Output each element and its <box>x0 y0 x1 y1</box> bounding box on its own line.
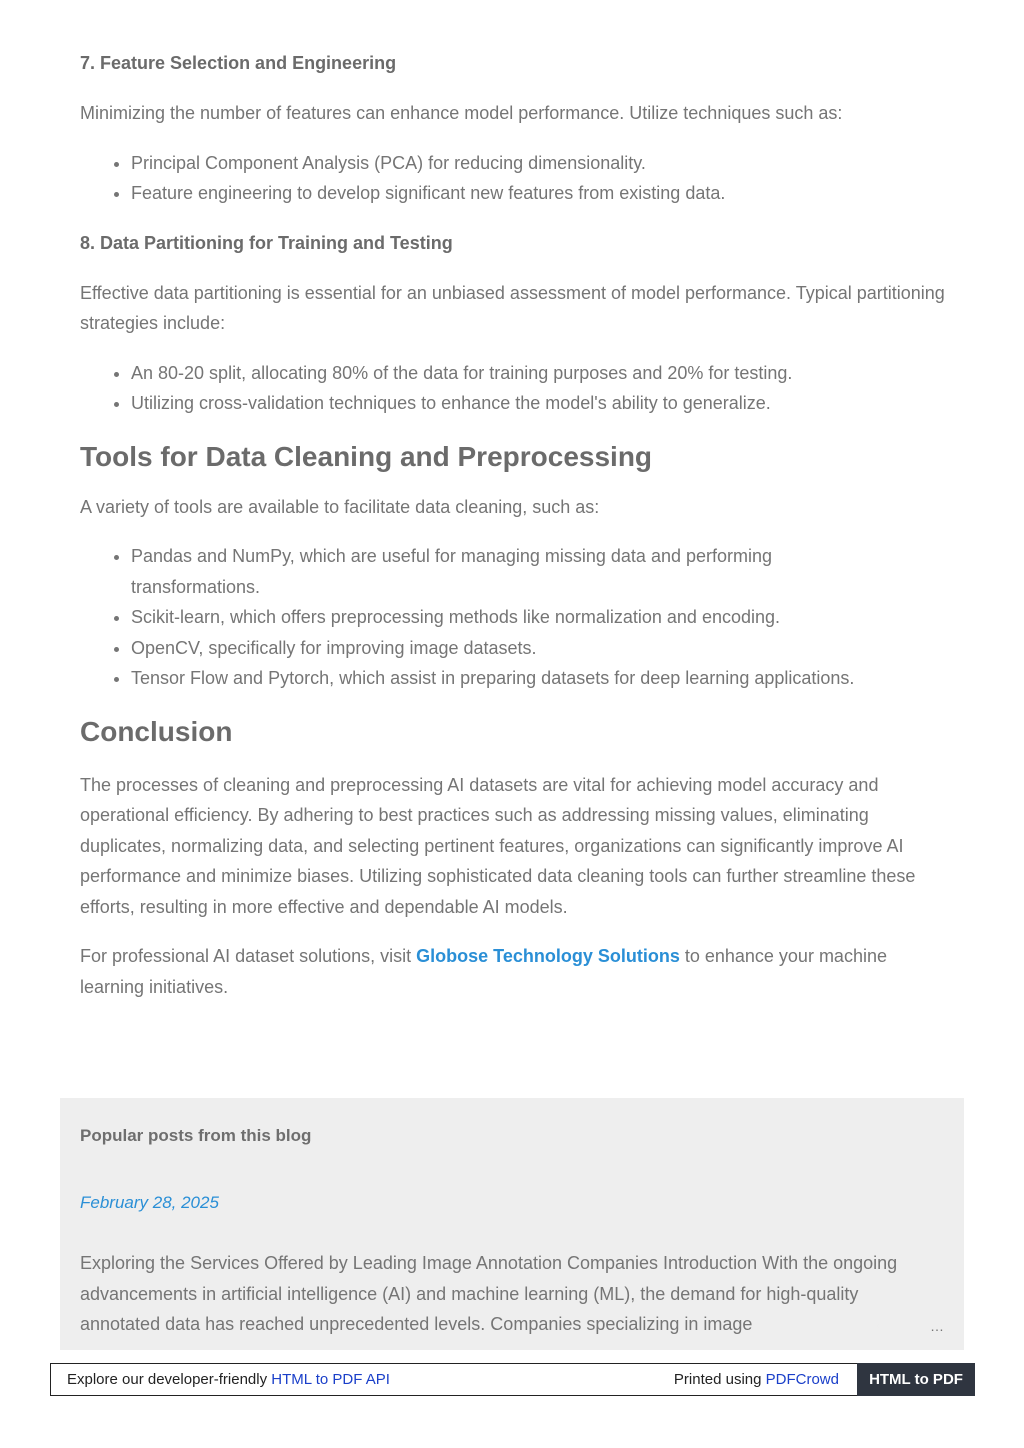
footer-right-text: Printed using <box>673 1371 766 1388</box>
list-item: • Tensor Flow and Pytorch, which assist in preparing datasets for deep learning applications. <box>131 663 960 694</box>
cta-text-before: For professional AI dataset solutions, visit <box>80 946 417 966</box>
footer-left-text: Explore our developer-friendly <box>67 1371 272 1388</box>
tools-list <box>80 541 950 694</box>
list-item: • Feature engineering to develop significant new features from existing data. <box>131 178 950 209</box>
list-item: • Utilizing cross-validation techniques to enhance the model's ability to generalize. <box>131 388 950 419</box>
section-7-list <box>80 148 950 209</box>
cta-text-after: to enhance your machine learning initiatives. <box>80 946 887 997</box>
footer-left <box>67 1371 390 1388</box>
cta-paragraph <box>80 941 950 1002</box>
list-item: • An 80-20 split, allocating 80% of the data for training purposes and 20% for testing. <box>131 358 950 389</box>
html-to-pdf-api-link[interactable]: HTML to PDF API <box>271 1371 390 1388</box>
list-item: • Principal Component Analysis (PCA) for reducing dimensionality. <box>131 148 950 179</box>
conclusion-heading: Conclusion <box>80 715 233 747</box>
conclusion-paragraph: The processes of cleaning and preprocessing AI datasets are vital for achieving model accuracy and operational efficiency. By adhering to best practices such as addressing missing values, eliminating duplicates, normalizing data, and selecting pertinent features, organizations can significantly improve AI performance and minimize biases. Utilizing sophisticated data cleaning tools can further streamline these efforts, resulting in more effective and dependable AI models. <box>80 774 916 917</box>
list-item: • OpenCV, specifically for improving image datasets. <box>131 633 830 664</box>
tools-heading: Tools for Data Cleaning and Preprocessing <box>80 440 653 472</box>
footer-right <box>674 1371 839 1388</box>
section-7-intro: Minimizing the number of features can enhance model performance. Utilize techniques such as: <box>80 103 843 123</box>
popular-posts-title: Popular posts from this blog <box>80 1126 312 1145</box>
list-item: • Pandas and NumPy, which are useful for managing missing data and performing transformations. <box>131 541 830 602</box>
section-8-intro: Effective data partitioning is essential for an unbiased assessment of model performance. Typical partitioning strategies include: <box>80 282 945 333</box>
read-more-ellipsis[interactable]: … <box>890 1318 944 1334</box>
list-item: • Scikit-learn, which offers preprocessing methods like normalization and encoding. <box>131 602 830 633</box>
section-8-list <box>80 358 950 419</box>
html-to-pdf-badge[interactable]: HTML to PDF <box>857 1363 975 1396</box>
tools-intro: A variety of tools are available to facilitate data cleaning, such as: <box>80 496 600 517</box>
pdfcrowd-link[interactable]: PDFCrowd <box>765 1371 839 1388</box>
globose-link[interactable]: Globose Technology Solutions <box>416 946 680 966</box>
section-7-heading: 7. Feature Selection and Engineering <box>80 53 397 73</box>
pdfcrowd-footer <box>50 1363 974 1396</box>
post-snippet: Exploring the Services Offered by Leading Image Annotation Companies Introduction With the ongoing advancements in artificial intelligence (AI) and machine learning (ML), the demand for high-quality annotated data has reached unprecedented levels. Companies specializing in image <box>80 1253 898 1334</box>
post-date-link[interactable]: February 28, 2025 <box>80 1193 219 1212</box>
section-8-heading: 8. Data Partitioning for Training and Testing <box>80 232 453 253</box>
popular-posts-panel <box>60 1098 964 1350</box>
article-content <box>80 48 950 1002</box>
